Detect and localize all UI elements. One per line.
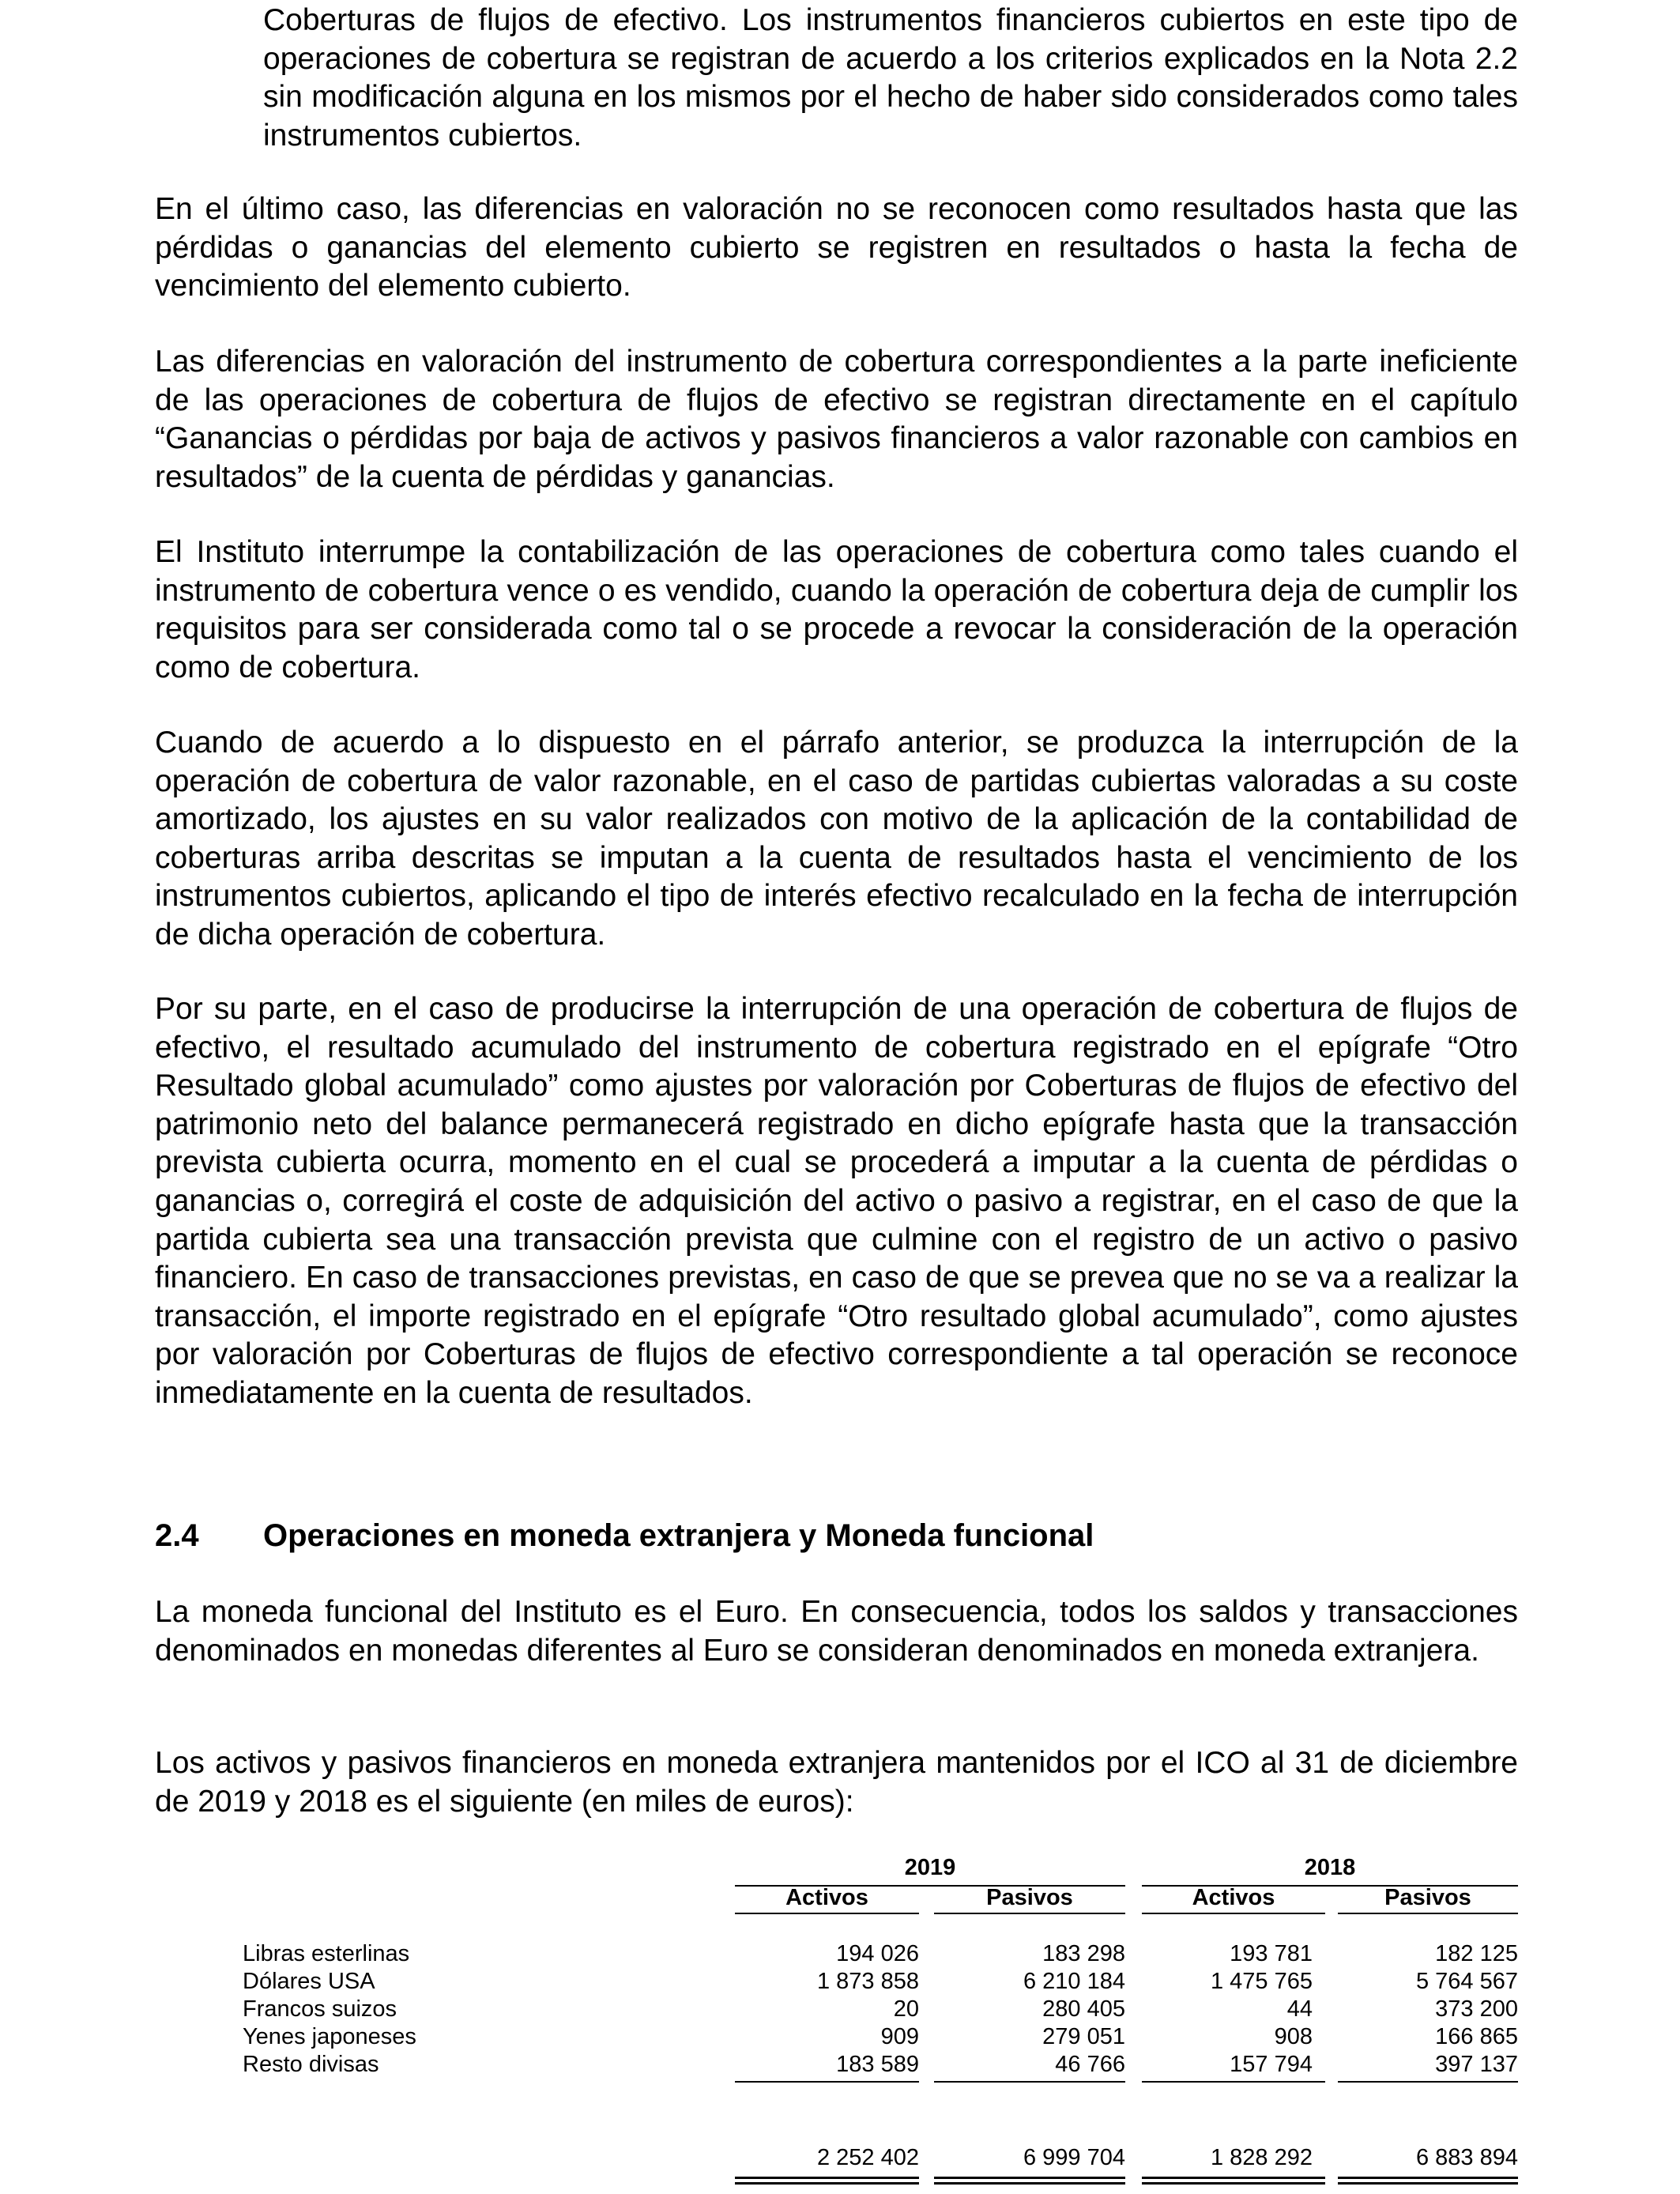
table-cell: 280 405 [1042,1996,1125,2022]
table-cell: 194 026 [836,1941,919,1966]
total-double-line [934,2182,1125,2185]
table-cell: 279 051 [1042,2024,1125,2049]
paragraph-cash-flow-hedges: Coberturas de flujos de efectivo. Los instrumentos financieros cubiertos en este tipo de operaciones de cobertura se registran de acuerdo a los criterios explicados en la Nota 2.2 sin modificación alguna en los mismos por el hecho de haber sido considerados como tales instrumentos cubiertos. [263,3,1518,153]
subtotal-line [735,2081,919,2083]
table-cell: 44 [1286,1996,1313,2022]
table-cell: 183 589 [836,2052,919,2077]
year-header-2018: 2018 [1304,1855,1356,1880]
column-underline [1338,1913,1518,1914]
paragraph-inefficient-part: Las diferencias en valoración del instrumento de cobertura correspondientes a la parte ineficiente de las operaciones de cobertura de flujos de efectivo se registran directamente en el capítulo “Ganancias o pérdidas por baja de activos y pasivos financieros a valor razonable con cambios en resultados” de la cuenta de pérdidas y ganancias. [155,345,1518,494]
column-header: Pasivos [1384,1885,1471,1910]
table-cell: 1 873 858 [816,1969,919,1994]
section-title: Operaciones en moneda extranjera y Moneda funcional [263,1518,1094,1553]
row-label: Yenes japoneses [243,2024,416,2049]
total-double-line [1338,2182,1518,2185]
subtotal-line [1142,2081,1325,2083]
table-cell: 397 137 [1435,2052,1518,2077]
column-header: Activos [1192,1885,1275,1910]
total-double-line [735,2182,919,2185]
table-cell: 46 766 [1055,2052,1125,2077]
paragraph-interruption: El Instituto interrumpe la contabilización de las operaciones de cobertura como tales cuando el instrumento de cobertura vence o es vendido, cuando la operación de cobertura deja de cumplir los requisitos para ser considerada como tal o se procede a revocar la consideración de la operación como de cobertura. [155,535,1518,684]
subtotal-line [934,2081,1125,2083]
table-cell: 166 865 [1435,2024,1518,2049]
total-double-line [1142,2177,1325,2179]
table-cell: 20 [893,1996,919,2022]
subtotal-line [1338,2081,1518,2083]
table-cell: 182 125 [1435,1941,1518,1966]
paragraph-fair-value-interruption: Cuando de acuerdo a lo dispuesto en el párrafo anterior, se produzca la interrupción de la operación de cobertura de valor razonable, en el caso de partidas cubiertas valoradas a su coste amortizado, los ajustes en su valor realizados con motivo de la aplicación de la contabilidad de coberturas arriba descritas se imputan a la cuenta de resultados hasta el vencimiento de los instrumentos cubiertos, aplicando el tipo de interés efectivo recalculado en la fecha de interrupción de dicha operación de cobertura. [155,726,1518,952]
table-cell: 373 200 [1435,1996,1518,2022]
table-cell: 6 210 184 [1023,1969,1125,1994]
total-double-line [735,2177,919,2179]
paragraph-cash-flow-interruption: Por su parte, en el caso de producirse la interrupción de una operación de cobertura de flujos de efectivo, el resultado acumulado del instrumento de cobertura registrado en el epígrafe “Otro Resultado global acumulado” como ajustes por valoración por Coberturas de flujos de efectivo del patrimonio neto del balance permanecerá registrado en dicho epígrafe hasta que la transacción prevista cubierta ocurra, momento en el cual se procederá a imputar a la cuenta de pérdidas o ganancias o, corregirá el coste de adquisición del activo o pasivo a registrar, en el caso de que la partida cubierta sea una transacción prevista que culmine con el registro de un activo o pasivo financiero. En caso de transacciones previstas, en caso de que se prevea que no se va a realizar la transacción, el importe registrado en el epígrafe “Otro resultado global acumulado”, como ajustes por valoración por Coberturas de flujos de efectivo correspondiente a tal operación se reconoce inmediatamente en la cuenta de resultados. [155,992,1518,1410]
total-double-line [1338,2177,1518,2179]
column-underline [735,1913,919,1914]
paragraph-last-case: En el último caso, las diferencias en valoración no se reconocen como resultados hasta que las pérdidas o ganancias del elemento cubierto se registren en resultados o hasta la fecha de vencimiento del elemento cubierto. [155,192,1518,303]
table-cell: 908 [1274,2024,1313,2049]
paragraph-functional-currency: La moneda funcional del Instituto es el Euro. En consecuencia, todos los saldos y transacciones denominados en monedas diferentes al Euro se consideran denominados en moneda extranjera. [155,1595,1518,1668]
paragraph-table-intro: Los activos y pasivos financieros en moneda extranjera mantenidos por el ICO al 31 de diciembre de 2019 y 2018 es el siguiente (en miles de euros): [155,1746,1518,1819]
total-double-line [1142,2182,1325,2185]
section-number: 2.4 [155,1518,199,1553]
column-header: Activos [785,1885,868,1910]
total-cell: 6 999 704 [1023,2145,1125,2170]
column-header: Pasivos [986,1885,1073,1910]
table-cell: 909 [880,2024,919,2049]
total-cell: 6 883 894 [1415,2145,1518,2170]
table-cell: 183 298 [1042,1941,1125,1966]
column-underline [934,1913,1125,1914]
table-cell: 193 781 [1230,1941,1313,1966]
row-label: Dólares USA [243,1969,375,1994]
total-cell: 2 252 402 [816,2145,919,2170]
row-label: Resto divisas [243,2052,379,2077]
table-cell: 5 764 567 [1415,1969,1518,1994]
row-label: Libras esterlinas [243,1941,410,1966]
total-double-line [934,2177,1125,2179]
row-label: Francos suizos [243,1996,397,2022]
section-heading [155,1515,1094,1556]
table-cell: 157 794 [1230,2052,1313,2077]
year-header-2019: 2019 [904,1855,956,1880]
column-underline [1142,1913,1325,1914]
table-cell: 1 475 765 [1210,1969,1313,1994]
total-cell: 1 828 292 [1210,2145,1313,2170]
